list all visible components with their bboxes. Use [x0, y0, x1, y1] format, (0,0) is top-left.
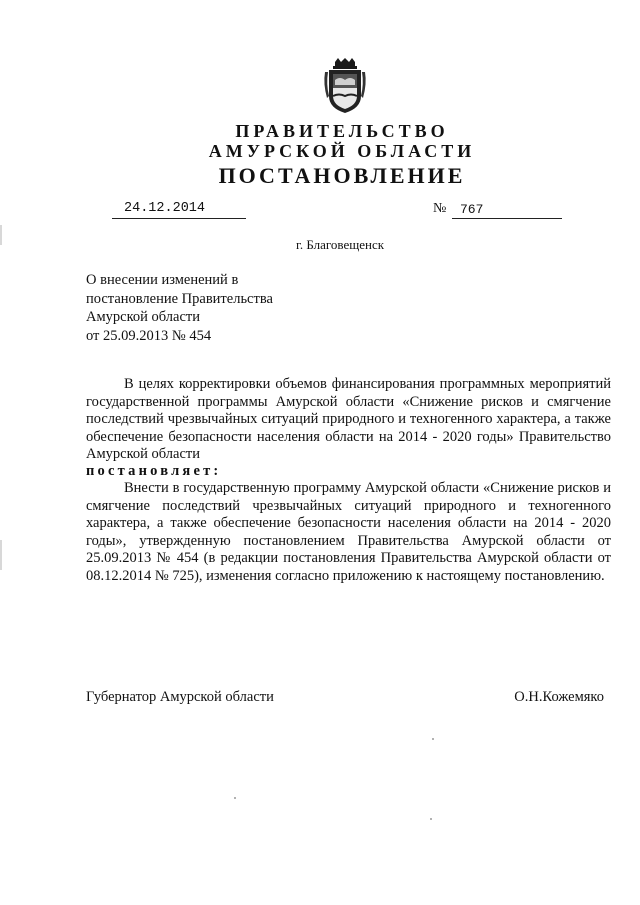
coat-of-arms-icon: [323, 58, 367, 114]
scan-edge-mark: [0, 540, 2, 570]
document-city: г. Благовещенск: [295, 237, 385, 252]
number-sign: №: [433, 201, 447, 216]
number-underline: [452, 218, 562, 219]
org-name-line-1: ПРАВИТЕЛЬСТВО: [235, 121, 449, 141]
date-underline: [112, 218, 246, 219]
preamble-paragraph: В целях корректировки объемов финансирования программных мероприятий государственной программы Амурской области «Снижение рисков и смягчение последствий чрезвычайных ситуаций природного и техногенного характера, а также обеспечение безопасности населения области на 2014 - 2020 годы» Правительство Амурской области: [86, 376, 611, 463]
subject-line: постановление Правительства: [86, 290, 273, 307]
scan-speck: [432, 738, 434, 740]
document-number: 767: [460, 202, 484, 217]
subject-line: Амурской области: [86, 309, 200, 325]
scan-speck: [430, 818, 432, 820]
signatory-name: О.Н.Кожемяко: [514, 689, 604, 705]
subject-line: от 25.09.2013 № 454: [86, 327, 212, 344]
subject-line: О внесении изменений в: [86, 272, 239, 288]
document-date: 24.12.2014: [124, 201, 206, 216]
scan-edge-mark: [0, 225, 2, 245]
decree-word: постановляет:: [86, 463, 222, 479]
scan-speck: [234, 797, 236, 799]
document-subject: [86, 271, 366, 345]
document-type-title: ПОСТАНОВЛЕНИЕ: [218, 163, 466, 188]
org-name-line-2: АМУРСКОЙ ОБЛАСТИ: [208, 141, 476, 161]
signatory-title: Губернатор Амурской области: [86, 689, 274, 705]
decree-paragraph: Внести в государственную программу Амурской области «Снижение рисков и смягчение последствий чрезвычайных ситуаций природного и техногенного характера, а также обеспечение безопасности населения области на 2014 - 2020 годы», утвержденную постановлением Правительства Амурской области от 25.09.2013 № 454 (в редакции постановления Правительства Амурской области от 08.12.2014 № 725), изменения согласно приложению к настоящему постановлению.: [86, 480, 611, 584]
